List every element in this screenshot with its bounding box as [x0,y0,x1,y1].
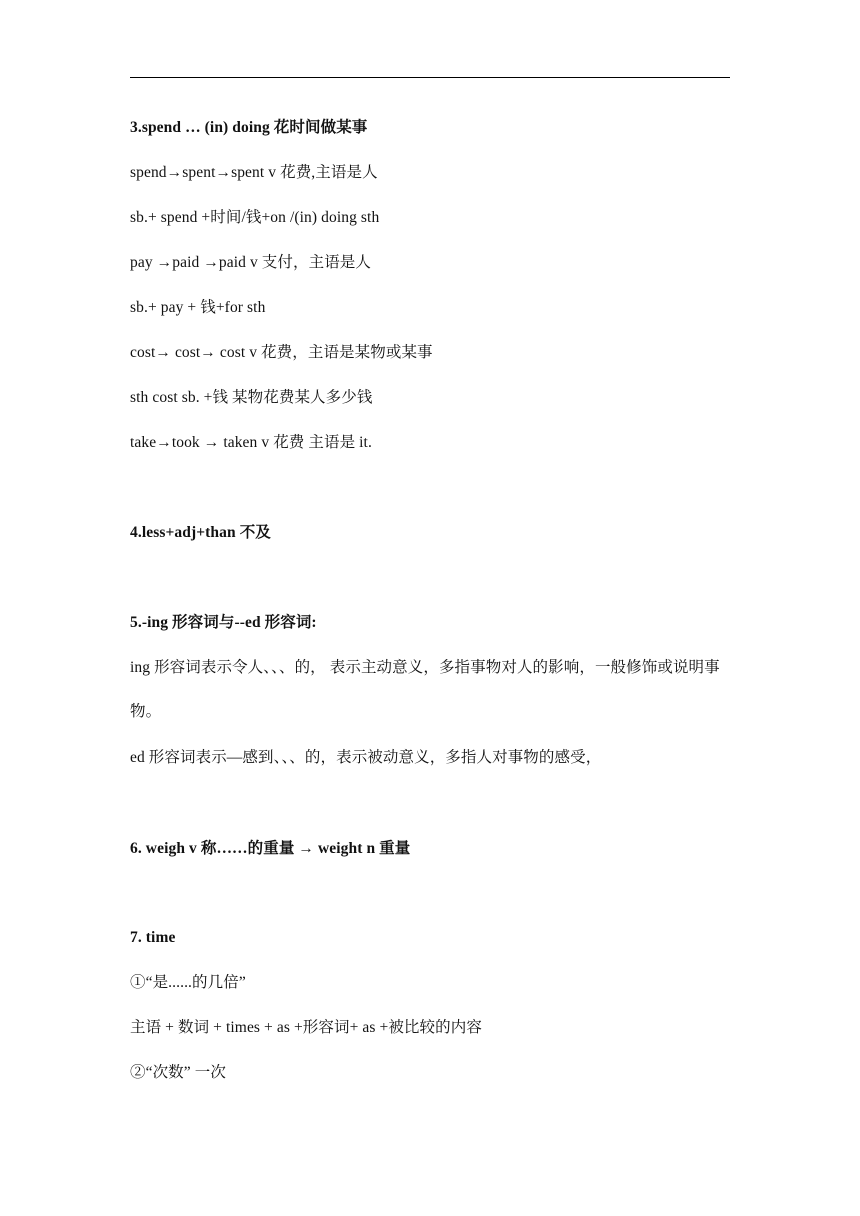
section-3-line-5: cost→ cost→ cost v 花费，主语是某物或某事 [130,344,433,361]
section-7-line-1: ①“是......的几倍” [130,974,246,991]
section-3-heading: 3.spend … (in) doing 花时间做某事 [130,119,368,136]
section-3-line-1: spend→spent→spent v 花费,主语是人 [130,164,378,181]
section-7-line-3: ②“次数” 一次 [130,1064,226,1081]
section-3-line-3: pay →paid →paid v 支付，主语是人 [130,254,372,271]
section-3-line-6: sth cost sb. +钱 某物花费某人多少钱 [130,389,373,406]
section-7-line-2: 主语 + 数词 + times + as +形容词+ as +被比较的内容 [130,1019,482,1036]
header-rule [130,77,730,78]
section-5-heading: 5.-ing 形容词与--ed 形容词: [130,614,317,631]
section-5-ing-paragraph: ing 形容词表示令人、、、的， 表示主动意义，多指事物对人的影响，一般修饰或说明事物。 [130,659,720,720]
section-3-line-2: sb.+ spend +时间/钱+on /(in) doing sth [130,209,380,226]
section-7-heading: 7. time [130,929,176,946]
section-6-heading: 6. weigh v 称……的重量 → weight n 重量 [130,840,411,857]
section-4-heading: 4.less+adj+than 不及 [130,524,271,541]
section-3-line-7: take→took → taken v 花费 主语是 it. [130,434,372,451]
section-5-ed-paragraph: ed 形容词表示—感到、、、的，表示被动意义，多指人对事物的感受， [130,749,602,766]
section-3-line-4: sb.+ pay + 钱+for sth [130,299,266,316]
